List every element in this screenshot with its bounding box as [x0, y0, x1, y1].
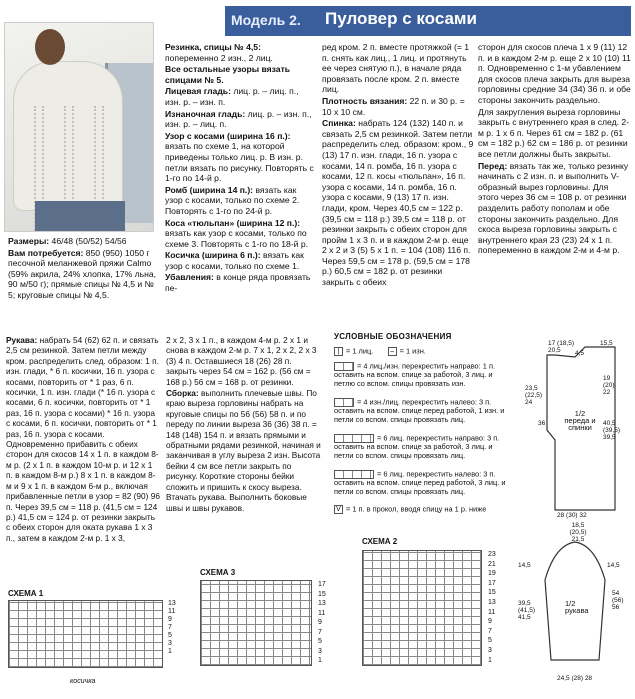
knit-text: = 1 лиц.	[346, 346, 374, 356]
decrease-label: Убавления:	[165, 272, 214, 283]
legend-c1-text: = 4 лиц./изн. перекрестить направо: 1 п. оставить на вспом. спице за работой, 3 лиц. и петлю со вспом. спицы провязать изн.	[334, 361, 495, 388]
legend-c1	[334, 362, 514, 388]
sleeve-text: набрать 54 (62) 62 п. и связать 2,5 см резинкой. Затем петли между кром. распределить след. образом: 1 п. изн. глади, * 6 п. косички, 16 п. узора с косами, повторить от * 1 раз, 6 п. косички, 1 п. изн. глади (* 16 п. узора с косами, 6 п. косички, повторить от * 1 раз, 16 п. узора с косами) * 16 п. узора с косами, 6 п. косички, повторить от * 1 раз, 16 п. узора с косами. Одновременно прибавить с обеих сторон для скосов 14 х 1 п. в каждом 8-м р. (2 х 1 п. в каждом 10-м р. и 12 х 1 п. в каждом 8-м р.) 8 х 1 п. в каждом 8-м и 9 х 1 п. в каждом 6-м р., включая прибавленные петли в узор = 82 (90) 96 п. Через 39,5 см = 118 р. (41,5 см = 124 р.) 41,5 см = 124 р. от резинки закрыть с обеих сторон для окатa рукава 1 х 3 п., затем в каждом 2-м р. 1 х 3,	[6, 335, 160, 543]
schema1-rownums: 13 11 9 7 5 3 1	[168, 600, 176, 655]
column-patterns	[165, 42, 315, 295]
title-bar	[225, 6, 631, 36]
sizes-value: 46/48 (50/52) 54/56	[51, 236, 127, 246]
legend-c4	[334, 470, 514, 496]
dim-top: 17 (18,5) 20,5	[548, 340, 575, 354]
schema2-rownums: 23 21 19 17 15 13 11 9 7 5 3 1	[488, 551, 496, 664]
dim-neck2: 4,5	[575, 350, 585, 357]
decrease-text: в конце ряда провязать пе-	[165, 272, 311, 294]
legend-c2-text: = 4 изн./лиц. перекрестить налево: 3 п. оставить на вспом. спице перед работой, 1 изн. и петли со вспом. спицы провязать лиц.	[334, 397, 505, 424]
assembly-text: выполнить плечевые швы. По краю выреза горловины набрать на круговые спицы по 56 (56) 58 п. и по переду по линии выреза 36 (36) 38 п. = 148 (148) 154 п. и вязать прямыми и обратными рядами резинкой, начиная и заканчивая в углу выреза 2 изн. Высота бейки 4 см все петли закрыть по рисунку. Короткие стороны бейки сложить и пришить к скосу выреза. Втачать рукава. Выполнить боковые швы и швы рукавов.	[166, 388, 321, 513]
density-label: Плотность вязания:	[322, 95, 408, 106]
back-label: Спинка:	[322, 118, 356, 129]
knit-symbol: |	[334, 347, 343, 356]
tulip-text: вязать как узор с косами, только по схеме 3. Повторять с 1-го по 18-й р.	[165, 228, 309, 249]
purl-text: = 1 изн.	[399, 346, 426, 356]
front-label: Перед:	[478, 160, 508, 171]
reverse-label: Изнаночная гладь:	[165, 108, 246, 119]
sweater-shape	[13, 61, 123, 211]
legend-c3-text: = 6 лиц. перекрестить направо: 3 п. оставить на вспом. спице за работой, 3 лиц. и петли со вспом. спицы провязать лиц.	[334, 433, 500, 460]
reverse-text: лиц. р. – изн. п., изн. р. – лиц. п.	[165, 108, 312, 130]
legend-v-text: = 1 п. в прокол, вводя спицу на 1 р. ниже	[346, 504, 487, 514]
cable-label: Узор с косами (ширина 16 п.):	[165, 130, 291, 141]
column-front	[478, 42, 631, 257]
schema2-grid	[362, 550, 482, 666]
sizes-label: Размеры:	[8, 236, 50, 246]
schema2-title: СХЕМА 2	[362, 537, 398, 546]
legend-c2	[334, 398, 514, 424]
rhomb-text: вязать как узор с косами, только по схеме 2. Повторять с 1-го по 24-й р.	[165, 184, 300, 216]
dim-arm: 23,5 (22,5) 24	[525, 385, 542, 406]
stockinette-text: лиц. р. – лиц. п., изн. р. – изн. п.	[165, 86, 299, 107]
model-number: Модель 2.	[231, 12, 301, 28]
schema3-grid	[200, 580, 312, 666]
schema3-title: СХЕМА 3	[200, 568, 236, 577]
dim-s-14: 14,5	[518, 562, 531, 569]
schema1-grid	[8, 600, 163, 668]
rib-label: Резинка, спицы № 4,5:	[165, 42, 261, 52]
intro-block	[8, 236, 158, 302]
dim-depth: 19 (20) 22	[603, 375, 615, 396]
neck-text: Для закругления выреза горловины закрыть с внутреннего края в след. 2-м р. 1 х 6 п. Через 61 см = 182 р. (61 см = 182 р.) 62 см = 186 р. от резинки все петли должны быть закрыты.	[478, 106, 630, 159]
tulip-label: Коса «тюльпан» (ширина 12 п.):	[165, 217, 301, 228]
dim-s-w: 24,5 (28) 28	[557, 675, 593, 682]
materials-value: 850 (950) 1050 г песочной меланжевой пряжи Calmo (59% акрила, 24% хлопка, 17% льна, 90 м/50 г); прямые спицы № 4,5 и № 5; круговые спицы № 4,5.	[8, 247, 157, 300]
model-head	[35, 29, 65, 65]
braid-text: вязать как узор с косами, только по схеме 1.	[165, 250, 304, 271]
front-text: вязать так же, только резинку начинать с 2 изн. п. и выполнить V-образный вырез горловины. Для этого через 36 см = 108 р. от резинки разделить работу пополам и обе стороны закончить раздельно. Для скоса выреза горловины закрыть с внутреннего края 23 (23) 24 х 1 п. попеременно в каждом 2-м и 4-м р.	[478, 160, 629, 256]
dim-side: 40,5 (39,5) 39,5	[603, 420, 620, 441]
dim-s-top: 18,5 (20,5) 21,5	[569, 522, 587, 543]
assembly-block	[166, 335, 321, 514]
cable-text: вязать по схеме 1, на которой приведены только лиц. р. В изн. р. петли вязать по рисунку. Повторять с 1-го по 14-й р.	[165, 141, 314, 184]
legend-c3	[334, 434, 514, 460]
materials-label: Вам потребуется:	[8, 247, 84, 258]
schema3-rownums: 17 15 13 11 9 7 5 3 1	[318, 581, 326, 664]
sleeve-label: 1/2 рукава	[565, 599, 589, 615]
rib-text: попеременно 2 изн., 2 лиц.	[165, 52, 273, 63]
schema1-title: СХЕМА 1	[8, 589, 44, 598]
legend-title: УСЛОВНЫЕ ОБОЗНАЧЕНИЯ	[334, 332, 452, 341]
schema1-braid-label: косичка	[70, 678, 96, 685]
legend-knit-purl	[334, 347, 426, 356]
density-text: 22 п. и 30 р. = 10 х 10 см.	[322, 95, 465, 117]
legend-c4-text: = 6 лиц. перекрестить налево: 3 п. оставить на вспом. спице перед работой, 3 лиц. и петли со вспом. спицы провязать лиц.	[334, 469, 506, 496]
dim-s-total: 54 (56) 56	[612, 590, 624, 611]
purl-symbol: –	[388, 347, 397, 356]
page-title: Пуловер с косами	[325, 9, 477, 28]
dim-v: 36	[538, 420, 546, 427]
sleeve-label: Рукава:	[6, 335, 38, 345]
legend-v	[334, 505, 514, 514]
decrease-cont: ред кром. 2 п. вместе протяжкой (= 1 п. снять как лиц., 1 лиц. и протянуть ее через снятую п.), в начале ряда провязать после кром. 2 п. вместе лиц.	[322, 42, 470, 95]
rhomb-label: Ромб (ширина 14 п.):	[165, 184, 254, 195]
shoulder-text: сторон для скосов плеча 1 х 9 (11) 12 п. и в каждом 2-м р. еще 2 х 10 (10) 11 п. Одновременно с 1-м убавлением для скосов плеча закрыть для выреза горловины средние 34 (34) 36 п. и обе стороны закончить раздельно.	[478, 42, 631, 105]
dim-s-len: 39,5 (41,5) 41,5	[518, 600, 535, 621]
column-back	[322, 42, 474, 289]
sleeve-block	[6, 335, 161, 544]
assembly-label: Сборка:	[166, 388, 199, 399]
dim-s-cap: 14,5	[607, 562, 620, 569]
stockinette-label: Лицевая гладь:	[165, 86, 231, 97]
back-text: набрать 124 (132) 140 п. и связать 2,5 см резинкой. Затем петли распределить след. образом: кром., 9 (13) 17 п. изн. глади, 16 п. узора с косами, 14 п. ромба, 16 п. узора с косами, 12 п. косы «тюльпан», 16 п. узора с косами, 14 п. ромба, 16 п. узора с косами, 9 (13) 17 п. изн. глади, кром. Через 40,5 см = 122 р. (39,5 см = 118 р.) 39,5 см = 118 р. от резинки закрыть с обеих сторон для пройм 1 х 3 п. и в каждом 2-м р. еще 2 х 2 и 3 (5) 5 х 1 п. = 104 (108) 116 п. Через 59,5 см = 178 р. (59,5 см = 178 р.) 60,5 см = 182 р. от резинки закрыть с обеих	[322, 118, 474, 288]
jeans-shape	[35, 201, 125, 232]
dim-half: 28 (30) 32	[557, 512, 587, 519]
dim-shoulder: 15,5	[600, 340, 613, 347]
model-photo	[4, 22, 154, 232]
sleeve-cont: 2 х 2, 3 х 1 п., в каждом 4-м р. 2 х 1 и снова в каждом 2-м р. 7 х 1, 2 х 2, 2 х 3 (3) 4 п. Оставшиеся 18 (26) 28 п. закрыть через 54 см = 162 р. (56 см = 168 р.) 56 см = 168 р. от резинки.	[166, 335, 317, 387]
rest-note: Все остальные узоры вязать спицами № 5.	[165, 64, 291, 85]
body-label: 1/2 переда и спинки	[564, 409, 596, 432]
v-symbol: V	[334, 505, 343, 514]
braid-label: Косичка (ширина 6 п.):	[165, 250, 261, 261]
